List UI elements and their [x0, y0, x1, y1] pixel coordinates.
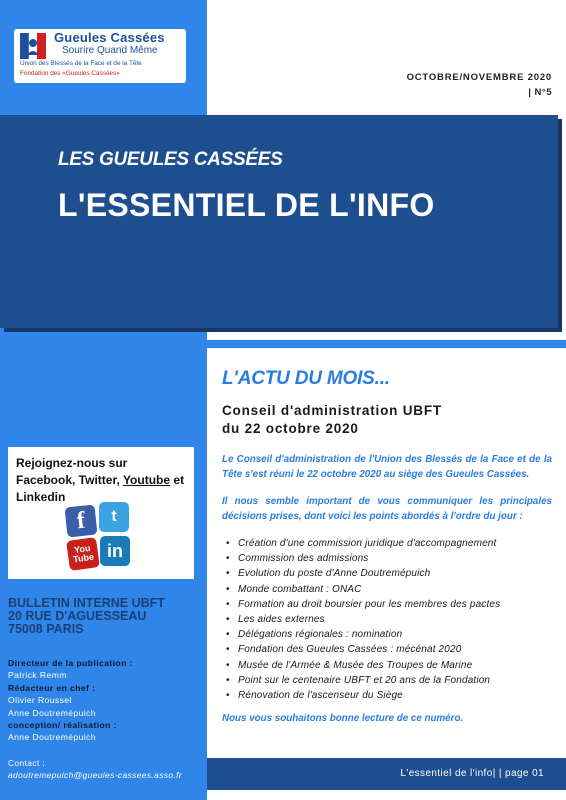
agenda-paragraph: Il nous semble important de vous communiquer les principales décisions prises, dont voici les points abordés à l'ordre du jour :: [222, 496, 552, 522]
youtube-link[interactable]: Youtube: [122, 473, 171, 487]
banner-kicker: LES GUEULES CASSÉES: [58, 149, 283, 170]
editor-label: Rédacteur en chef :: [8, 682, 96, 693]
issue-number: | N°5: [528, 87, 552, 98]
twitter-icon[interactable]: t: [99, 502, 129, 532]
linkedin-icon[interactable]: in: [100, 536, 130, 566]
director-label: Directeur de la publication :: [8, 658, 133, 668]
social-suffix: et Linkedin: [16, 473, 185, 504]
list-item: • Monde combattant : ONAC: [222, 582, 552, 597]
closing-line: Nous vous souhaitons bonne lecture de ce numéro.: [222, 713, 464, 725]
editor-name: Anne Doutremépuich: [8, 707, 96, 718]
list-item: • Délégations régionales : nomination: [222, 627, 552, 642]
logo-title: Gueules Cassées: [54, 30, 165, 45]
social-prefix: Rejoignez-nous sur Facebook, Twitter,: [16, 456, 128, 487]
design-name: Anne Doutremépuich: [8, 732, 96, 743]
contact-email[interactable]: adoutremepuich@gueules-cassees.asso.fr: [8, 770, 183, 780]
article-headline: [222, 402, 552, 438]
publication-credits: [8, 657, 133, 744]
bulletin-line: 75008 PARIS: [8, 622, 84, 636]
social-invite: [16, 455, 188, 506]
social-icons: [66, 502, 136, 572]
title-banner: [0, 115, 558, 328]
tricolor-emblem-icon: [20, 33, 46, 59]
design-label: conception/ réalisation :: [8, 720, 117, 731]
list-item: • Les aides externes: [222, 612, 552, 627]
header-area: [207, 0, 566, 115]
youtube-icon[interactable]: [66, 537, 100, 571]
headline-line: du 22 octobre 2020: [222, 421, 359, 436]
list-item: • Formation au droit boursier pour les membres des pactes: [222, 597, 552, 612]
section-divider: [207, 340, 566, 348]
banner-title: L'ESSENTIEL DE L'INFO: [58, 187, 435, 223]
youtube-icon-bottom: Tube: [72, 551, 95, 565]
headline-line: Conseil d'administration UBFT: [222, 403, 442, 418]
article: [222, 368, 552, 724]
director-name: Patrick Remm: [8, 670, 67, 681]
contact-label: Contact :: [8, 758, 46, 768]
logo-fondation-line: Fondation des «Gueules Cassées»: [20, 70, 120, 77]
bulletin-address: [8, 597, 165, 636]
logo-union-line: Union des Blessés de la Face et de la Tête: [20, 60, 142, 67]
social-box: [8, 447, 194, 579]
gueules-cassees-logo[interactable]: [14, 29, 186, 83]
page-footer: [207, 758, 566, 790]
facebook-icon[interactable]: f: [65, 505, 98, 538]
bulletin-line: BULLETIN INTERNE UBFT: [8, 596, 165, 610]
agenda-list: [222, 536, 552, 703]
footer-page-label: L'essentiel de l'info| | page 01: [400, 768, 544, 779]
intro-paragraph: Le Conseil d'administration de l'Union des Blessés de la Face et de la Tête s'est réuni le 22 octobre 2020 au siège des Gueules Cassées.: [222, 454, 552, 480]
issue-date: OCTOBRE/NOVEMBRE 2020: [406, 72, 552, 83]
list-item: • Création d'une commission juridique d'accompagnement: [222, 536, 552, 551]
section-title: L'ACTU DU MOIS...: [222, 368, 390, 389]
list-item: • Fondation des Gueules Cassées : mécénat 2020: [222, 642, 552, 657]
list-item: • Evolution du poste d'Anne Doutremépuich: [222, 566, 552, 581]
list-item: • Point sur le centenaire UBFT et 20 ans de la Fondation: [222, 673, 552, 688]
youtube-icon-top: You: [73, 542, 92, 556]
list-item: • Musée de l'Armée & Musée des Troupes de Marine: [222, 658, 552, 673]
editor-name: Olivier Roussel: [8, 695, 72, 706]
list-item: • Commission des admissions: [222, 551, 552, 566]
list-item: • Rénovation de l'ascenseur du Siège: [222, 688, 552, 703]
logo-subtitle: Sourire Quand Même: [62, 45, 158, 56]
bulletin-line: 20 RUE D'AGUESSEAU: [8, 609, 147, 623]
contact-block: [8, 757, 182, 781]
